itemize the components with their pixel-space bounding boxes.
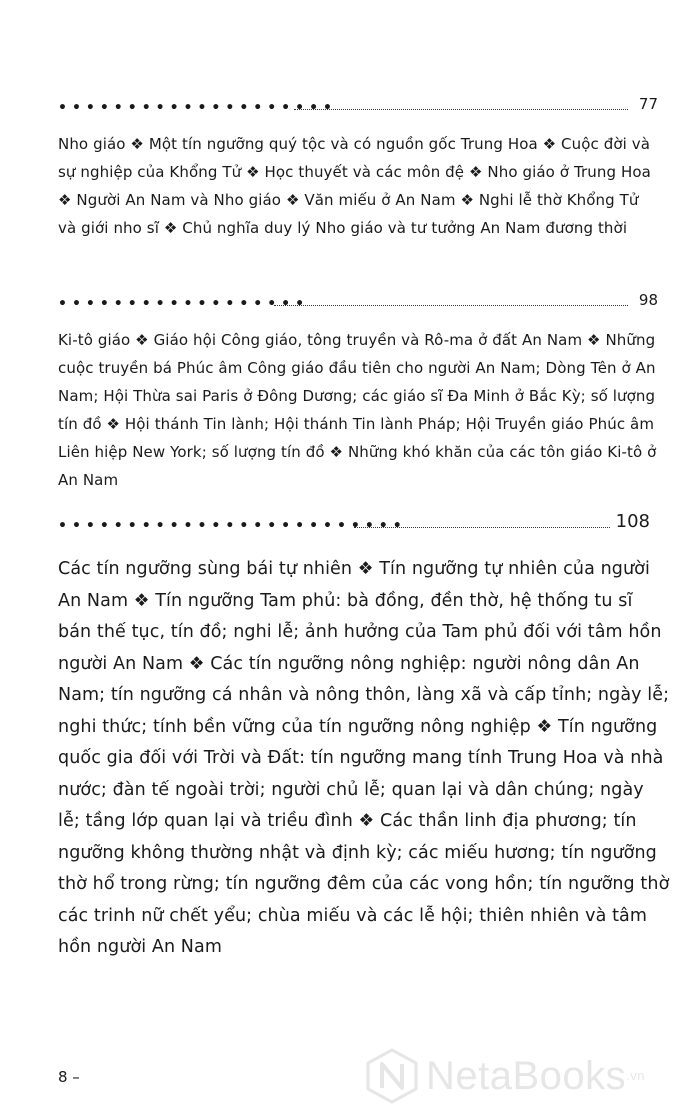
toc-entry-text: Các tín ngưỡng sùng bái tự nhiên ❖ Tín ngưỡng tự nhiên của người An Nam ❖ Tín ngưỡng Tam phủ: bà đồng, đền thờ, hệ thống tu sĩ bán thế tục, tín đồ; nghi lễ; ảnh hưởng của Tam phủ đối với tâm hồn người An Nam ❖ Các tín ngưỡng nông nghiệp: người nông dân An Nam; tín ngưỡng cá nhân và nông thôn, làng xã và cấp tỉnh; ngày lễ; nghi thức; tính bền vững của tín ngưỡng nông nghiệp ❖ Tín ngưỡng quốc gia đối với Trời và Đất: tín ngưỡng mang tính Trung Hoa và nhà nước; đàn tế ngoài trời; người chủ lễ; quan lại và dân chúng; ngày lễ; tầng lớp quan lại và triều đình ❖ Các thần linh địa phương; tín ngưỡng không thường nhật và định kỳ; các miếu hương; tín ngưỡng thờ hổ trong rừng; tín ngưỡng đêm của các vong hồn; tín ngưỡng thờ các trinh nữ chết yểu; chùa miếu và các lễ hội; thiên nhiên và tâm hồn người An Nam [58, 559, 670, 957]
page-number: 98 [638, 291, 658, 309]
netabooks-logo-icon [366, 1048, 418, 1104]
page-footer-number: 8 – [58, 1068, 80, 1086]
leader-dots-bold: •••••••••••••••••• [58, 296, 310, 312]
toc-leader-row [58, 292, 658, 312]
toc-leader-row [58, 511, 670, 534]
leader-dots-bold: •••••••••••••••••••• [58, 100, 337, 116]
page-number: 108 [615, 511, 650, 532]
leader-dots-fine [354, 527, 610, 528]
leader-dots-fine [274, 305, 628, 306]
leader-dots-fine [294, 109, 628, 110]
watermark-brand: NetaBooks.vn [426, 1054, 646, 1098]
watermark-suffix: .vn [626, 1068, 646, 1083]
toc-leader-row [58, 96, 658, 116]
toc-entry [58, 511, 670, 964]
watermark [366, 1046, 696, 1106]
toc-entry-text: Nho giáo ❖ Một tín ngưỡng quý tộc và có nguồn gốc Trung Hoa ❖ Cuộc đời và sự nghiệp của Khổng Tử ❖ Học thuyết và các môn đệ ❖ Nho giáo ở Trung Hoa ❖ Người An Nam và Nho giáo ❖ Văn miếu ở An Nam ❖ Nghi lễ thờ Khổng Tử và giới nho sĩ ❖ Chủ nghĩa duy lý Nho giáo và tư tưởng An Nam đương thời [58, 135, 651, 237]
leader-dots-bold: ••••••••••••••••••••••••• [58, 518, 407, 534]
toc-entry [58, 96, 658, 242]
page-number: 77 [638, 95, 658, 113]
toc-entry [58, 292, 658, 494]
toc-entry-text: Ki-tô giáo ❖ Giáo hội Công giáo, tông truyền và Rô-ma ở đất An Nam ❖ Những cuộc truyền bá Phúc âm Công giáo đầu tiên cho người An Nam; Dòng Tên ở An Nam; Hội Thừa sai Paris ở Đông Dương; các giáo sĩ Đa Minh ở Bắc Kỳ; số lượng tín đồ ❖ Hội thánh Tin lành; Hội thánh Tin lành Pháp; Hội Truyền giáo Phúc âm Liên hiệp New York; số lượng tín đồ ❖ Những khó khăn của các tôn giáo Ki-tô ở An Nam [58, 331, 657, 489]
